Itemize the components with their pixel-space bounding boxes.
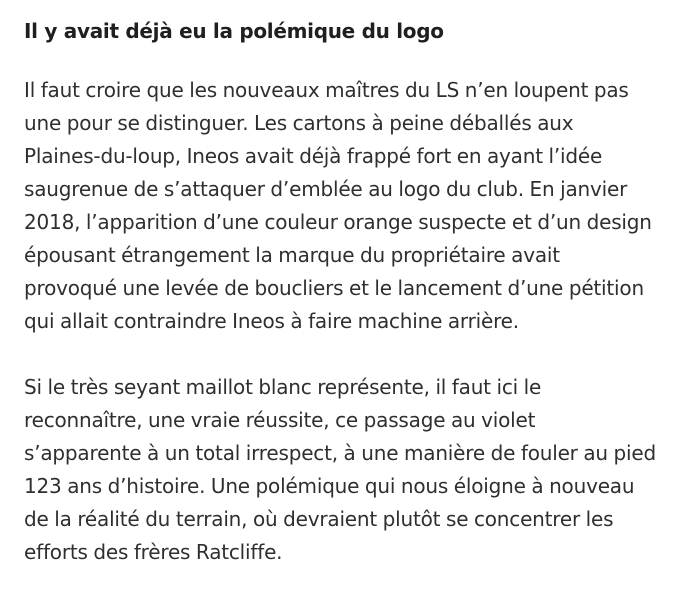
paragraph-line: s’apparente à un total irrespect, à une manière de fouler au pied	[24, 441, 656, 465]
paragraph-line: saugrenue de s’attaquer d’emblée au logo du club. En janvier	[24, 177, 628, 201]
paragraph-line: efforts des frères Ratcliffe.	[24, 540, 283, 564]
paragraph-line: de la réalité du terrain, où devraient plutôt se concentrer les	[24, 507, 614, 531]
section-heading: Il y avait déjà eu la polémique du logo	[24, 19, 444, 43]
paragraph-line: Il faut croire que les nouveaux maîtres du LS n’en loupent pas	[24, 78, 629, 102]
paragraph-1	[24, 74, 686, 338]
paragraph-2	[24, 371, 686, 569]
paragraph-line: qui allait contraindre Ineos à faire machine arrière.	[24, 309, 519, 333]
paragraph-line: reconnaître, une vraie réussite, ce passage au violet	[24, 408, 536, 432]
paragraph-line: une pour se distinguer. Les cartons à peine déballés aux	[24, 111, 574, 135]
paragraph-line: provoqué une levée de boucliers et le lancement d’une pétition	[24, 276, 644, 300]
paragraph-line: Si le très seyant maillot blanc représente, il faut ici le	[24, 375, 542, 399]
paragraph-line: 2018, l’apparition d’une couleur orange suspecte et d’un design	[24, 210, 652, 234]
paragraph-line: Plaines-du-loup, Ineos avait déjà frappé fort en ayant l’idée	[24, 144, 603, 168]
paragraph-line: épousant étrangement la marque du propriétaire avait	[24, 243, 560, 267]
paragraph-line: 123 ans d’histoire. Une polémique qui nous éloigne à nouveau	[24, 474, 635, 498]
